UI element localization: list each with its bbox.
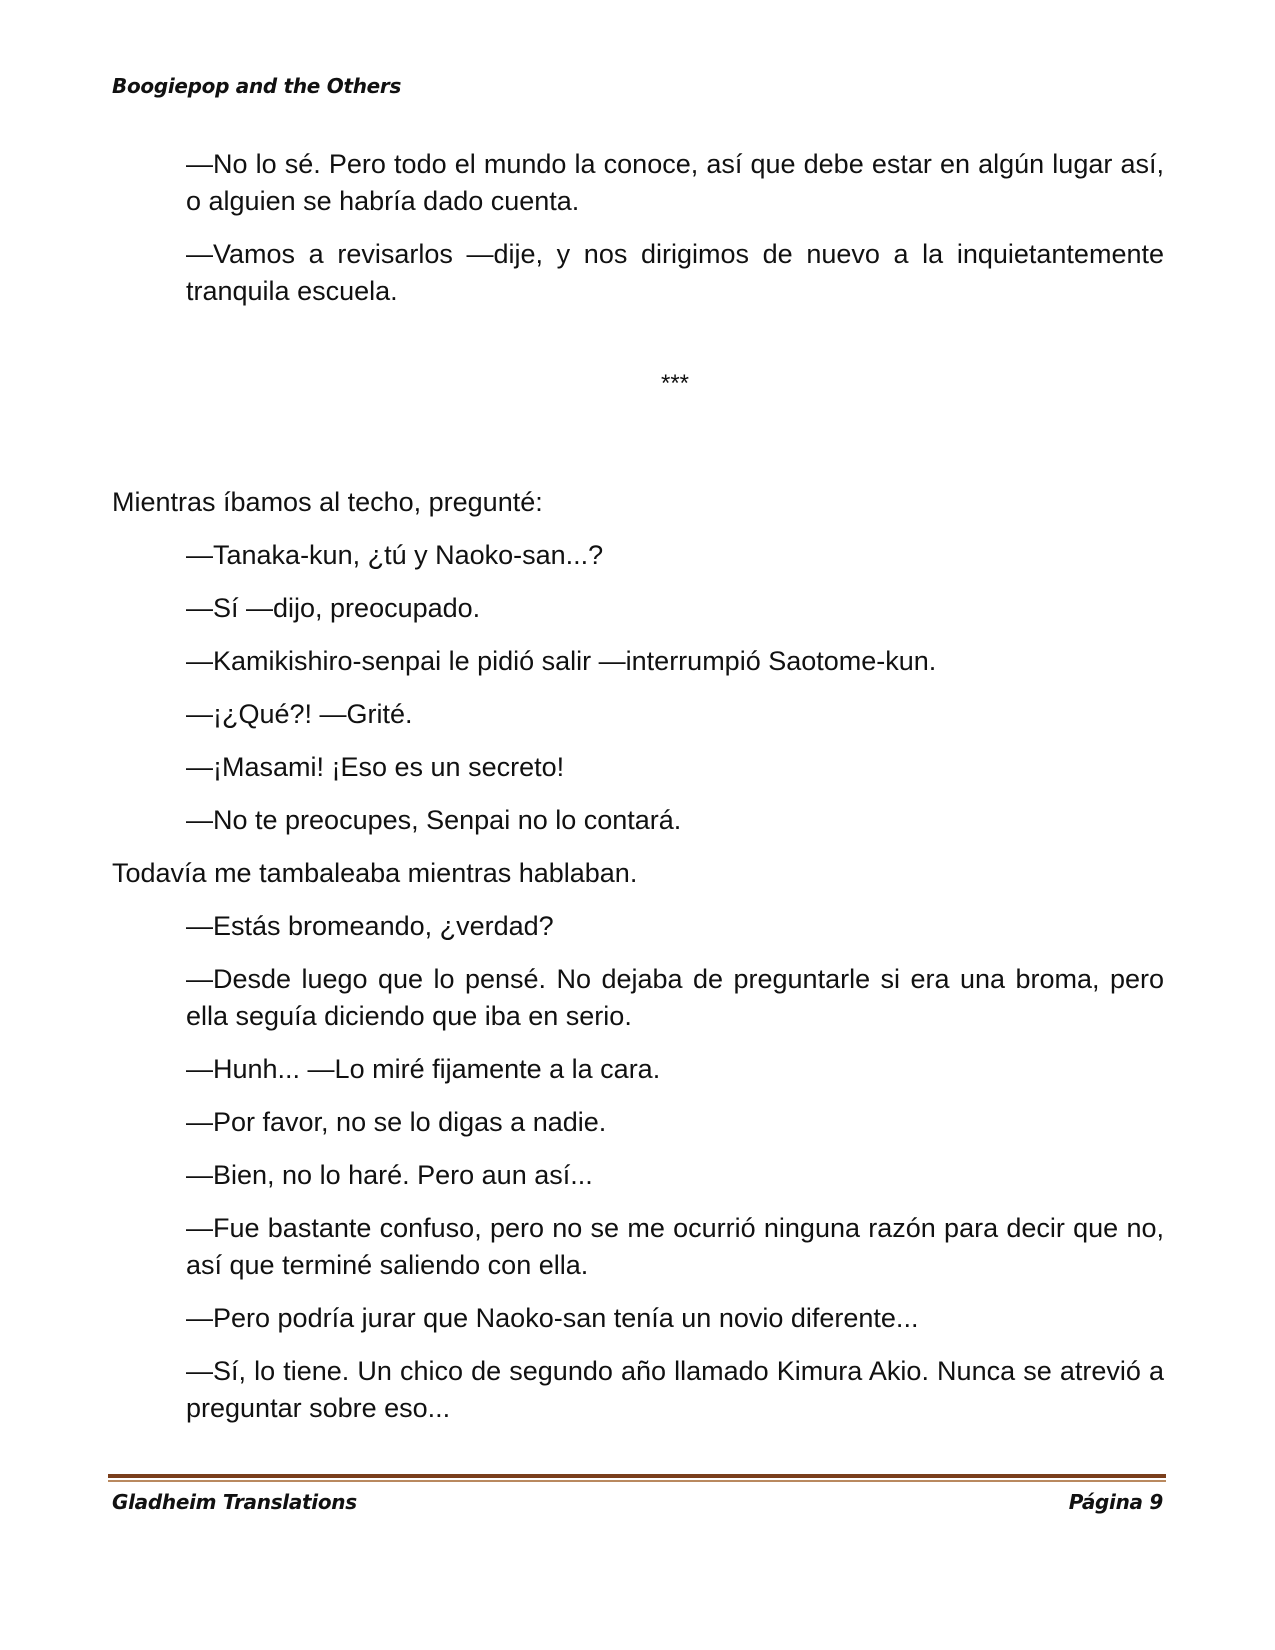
running-header: Boogiepop and the Others <box>112 74 402 98</box>
paragraph: —Por favor, no se lo digas a nadie. <box>186 1107 607 1137</box>
paragraph: Mientras íbamos al techo, pregunté: <box>112 487 543 517</box>
page-number: Página 9 <box>1068 1490 1163 1514</box>
paragraph: —¡Masami! ¡Eso es un secreto! <box>186 752 565 782</box>
paragraph: —Fue bastante confuso, pero no se me ocurrió ninguna razón para decir que no, así que terminé saliendo con ella. <box>186 1213 1164 1280</box>
page-body <box>112 146 1164 1443</box>
paragraph: —No lo sé. Pero todo el mundo la conoce, así que debe estar en algún lugar así, o alguien se habría dado cuenta. <box>186 149 1164 216</box>
paragraph: —Tanaka-kun, ¿tú y Naoko-san...? <box>186 540 604 570</box>
paragraph: —Kamikishiro-senpai le pidió salir —interrumpió Saotome-kun. <box>186 646 937 676</box>
paragraph: —Sí, lo tiene. Un chico de segundo año llamado Kimura Akio. Nunca se atrevió a preguntar sobre eso... <box>186 1356 1164 1423</box>
paragraph: Todavía me tambaleaba mientras hablaban. <box>112 858 638 888</box>
paragraph: —Desde luego que lo pensé. No dejaba de preguntarle si era una broma, pero ella seguía diciendo que iba en serio. <box>186 964 1164 1031</box>
paragraph: —Vamos a revisarlos —dije, y nos dirigimos de nuevo a la inquietantemente tranquila escuela. <box>186 239 1164 306</box>
paragraph: —Pero podría jurar que Naoko-san tenía un novio diferente... <box>186 1303 919 1333</box>
paragraph: —No te preocupes, Senpai no lo contará. <box>186 805 682 835</box>
footer-rule <box>108 1474 1166 1482</box>
paragraph: —¡¿Qué?! —Grité. <box>186 699 413 729</box>
paragraph: —Hunh... —Lo miré fijamente a la cara. <box>186 1054 661 1084</box>
paragraph: —Estás bromeando, ¿verdad? <box>186 911 554 941</box>
paragraph: —Sí —dijo, preocupado. <box>186 593 481 623</box>
paragraph: —Bien, no lo haré. Pero aun así... <box>186 1160 593 1190</box>
scene-break: *** <box>660 370 690 397</box>
footer-credit: Gladheim Translations <box>112 1490 357 1514</box>
